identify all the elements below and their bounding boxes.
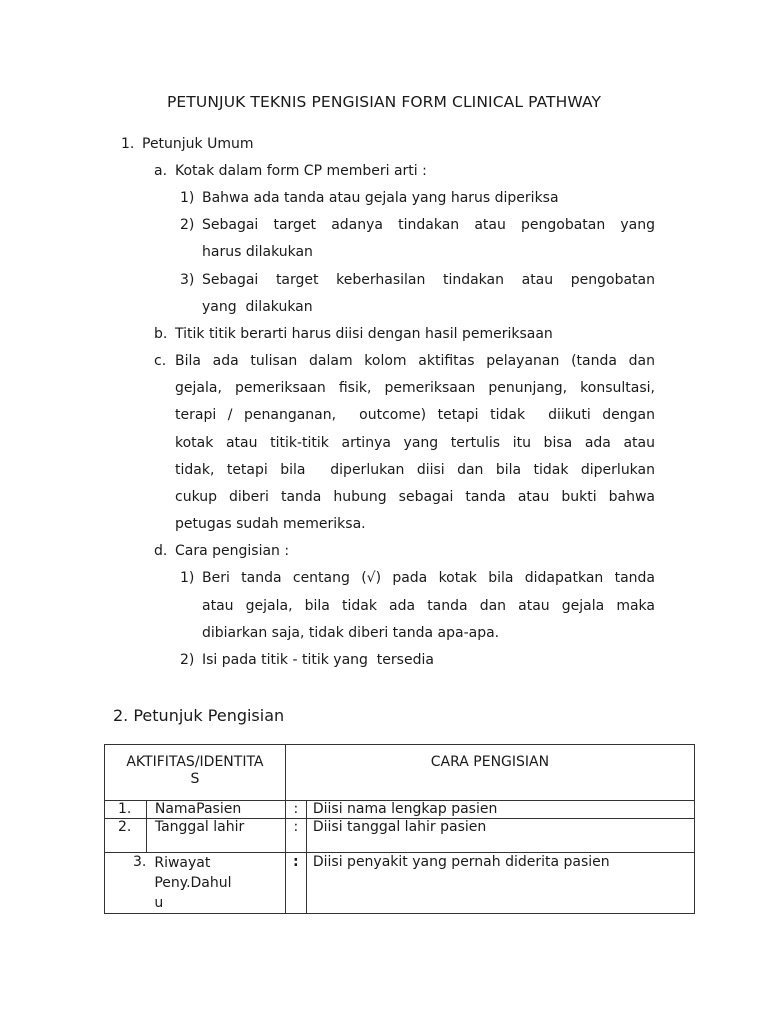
list-item-text: atau gejala, bila tidak ada tanda dan atau gejala maka [202,598,655,614]
paragraph-line: Bila ada tulisan dalam kolom aktifitas pelayanan (tanda dan [175,353,655,369]
row-separator: : [285,819,306,853]
list-marker: 2) [180,217,195,233]
row-label-text: NamaPasien [154,801,242,817]
list-item-text: Bahwa ada tanda atau gejala yang harus diperiksa [202,190,559,206]
row-label-text: Peny.Dahul [154,875,232,891]
table-header-text: CARA PENGISIAN [430,754,550,770]
row-separator: : [285,853,306,914]
row-number: 1. [105,801,147,819]
table-header-text: AKTIFITAS/IDENTITA [126,754,264,770]
row-label [146,819,285,853]
paragraph-line: petugas sudah memeriksa. [175,516,366,532]
table-row [105,853,695,914]
list-item-text: Beri tanda centang (√) pada kotak bila didapatkan tanda [202,570,655,586]
row-label-text: u [154,895,164,911]
paragraph-line: cukup diberi tanda hubung sebagai tanda atau bukti bahwa [175,489,655,505]
page-title: PETUNJUK TEKNIS PENGISIAN FORM CLINICAL PATHWAY [166,93,602,111]
section-heading: 2. Petunjuk Pengisian [113,706,285,725]
list-marker: 2) [180,652,195,668]
row-description: Diisi penyakit yang pernah diderita pasien [306,853,694,914]
row-label [146,853,285,914]
paragraph-line: terapi / penanganan, outcome) tetapi tidak diikuti dengan [175,407,655,423]
list-marker: c. [154,353,167,369]
paragraph-text: Kotak dalam form CP memberi arti : [175,163,427,179]
instructions-table [104,744,695,914]
list-item-text: yang dilakukan [202,299,313,315]
list-marker: 1) [180,190,195,206]
list-marker: a. [154,163,168,179]
table-header-cell [105,745,286,801]
row-label [146,801,285,819]
row-description: Diisi tanggal lahir pasien [306,819,694,853]
row-label-text: Riwayat [154,855,211,871]
paragraph-line: gejala, pemeriksaan fisik, pemeriksaan penunjang, konsultasi, [175,380,655,396]
section-number: 1. [121,136,135,152]
table-row [105,801,695,819]
paragraph-text: Cara pengisian : [175,543,290,559]
list-item-text: Isi pada titik - titik yang tersedia [202,652,434,668]
list-item-text: Sebagai target keberhasilan tindakan atau pengobatan [202,272,655,288]
section-heading: Petunjuk Umum [142,136,254,152]
table-row [105,819,695,853]
list-item-text: dibiarkan saja, tidak diberi tanda apa-apa. [202,625,500,641]
row-label-text: Tanggal lahir [154,819,245,835]
paragraph-text: Titik titik berarti harus diisi dengan hasil pemeriksaan [175,326,553,342]
paragraph-line: tidak, tetapi bila diperlukan diisi dan bila tidak diperlukan [175,462,655,478]
paragraph-line: kotak atau titik-titik artinya yang tertulis itu bisa ada atau [175,435,655,451]
list-marker: 1) [180,570,195,586]
table-header-text: S [190,771,200,787]
row-number: 2. [105,819,147,853]
list-item-text: Sebagai target adanya tindakan atau pengobatan yang [202,217,655,233]
list-marker: 3) [180,272,195,288]
list-marker: b. [154,326,168,342]
row-number: 3. [105,853,147,914]
table-header-row [105,745,695,801]
table-header-cell [285,745,694,801]
row-description: Diisi nama lengkap pasien [306,801,694,819]
list-marker: d. [154,543,168,559]
row-separator: : [285,801,306,819]
list-item-text: harus dilakukan [202,244,313,260]
